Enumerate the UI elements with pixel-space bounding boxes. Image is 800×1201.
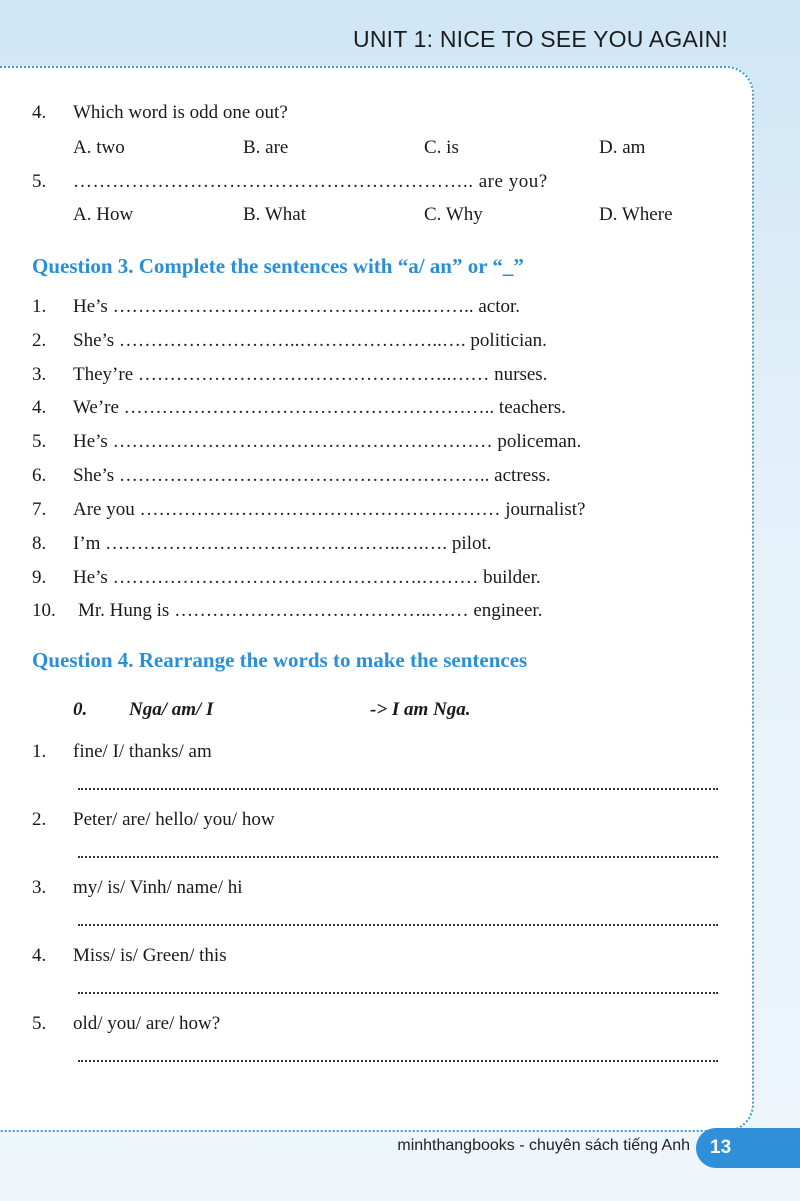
q2-option-d: D. Where xyxy=(599,204,673,225)
q4-item-words: Miss/ is/ Green/ this xyxy=(73,945,227,966)
q4-item-number: 3. xyxy=(32,877,47,898)
q4-item-words: my/ is/ Vinh/ name/ hi xyxy=(73,877,243,898)
q4-example-number: 0. xyxy=(73,699,88,720)
q3-item-text: He’s …………………………………………………… policeman. xyxy=(73,431,582,452)
q3-item-number: 10. xyxy=(32,600,56,621)
question-3-heading: Question 3. Complete the sentences with “a/ an” or “_” xyxy=(32,254,524,278)
q4-example-answer: -> I am Nga. xyxy=(370,699,471,720)
answer-line[interactable] xyxy=(78,788,718,790)
q3-item-text: She’s ………………………..…………………..…. politician. xyxy=(73,330,547,351)
q3-item-number: 8. xyxy=(32,533,47,554)
page-number-badge xyxy=(696,1128,800,1168)
q2-option-c: C. Why xyxy=(424,204,483,225)
q3-item-number: 9. xyxy=(32,567,47,588)
q2-option-a: A. two xyxy=(73,137,125,158)
q3-item-number: 7. xyxy=(32,499,47,520)
q4-item-number: 2. xyxy=(32,809,47,830)
unit-title: UNIT 1: NICE TO SEE YOU AGAIN! xyxy=(353,26,728,52)
q3-item-number: 5. xyxy=(32,431,47,452)
q3-item-number: 2. xyxy=(32,330,47,351)
q4-item-words: fine/ I/ thanks/ am xyxy=(73,741,212,762)
q2-item-number: 4. xyxy=(32,102,47,123)
q2-item-number: 5. xyxy=(32,171,47,192)
publisher-footer: minhthangbooks - chuyên sách tiếng Anh xyxy=(397,1137,690,1154)
q3-item-number: 4. xyxy=(32,397,47,418)
q3-item-text: She’s ………………………………………………….. actress. xyxy=(73,465,551,486)
q3-item-number: 6. xyxy=(32,465,47,486)
q3-item-text: Mr. Hung is …………………………………..…… engineer. xyxy=(78,600,543,621)
q2-option-c: C. is xyxy=(424,137,459,158)
q3-item-text: Are you ………………………………………………… journalist? xyxy=(73,499,586,520)
answer-line[interactable] xyxy=(78,856,718,858)
q3-item-number: 3. xyxy=(32,364,47,385)
q3-item-text: They’re …………………………………………..…… nurses. xyxy=(73,364,548,385)
q4-item-words: Peter/ are/ hello/ you/ how xyxy=(73,809,275,830)
q4-item-number: 4. xyxy=(32,945,47,966)
q3-item-text: We’re ………………………………………………….. teachers. xyxy=(73,397,566,418)
q4-item-number: 5. xyxy=(32,1013,47,1034)
answer-line[interactable] xyxy=(78,1060,718,1062)
page-number: 13 xyxy=(710,1137,732,1158)
q3-item-text: He’s …………………………………………..…….. actor. xyxy=(73,296,521,317)
q3-item-number: 1. xyxy=(32,296,47,317)
q3-item-text: He’s ………………………………………….……… builder. xyxy=(73,567,541,588)
q2-option-a: A. How xyxy=(73,204,134,225)
question-4-heading: Question 4. Rearrange the words to make the sentences xyxy=(32,648,528,672)
q4-item-number: 1. xyxy=(32,741,47,762)
q2-option-b: B. What xyxy=(243,204,306,225)
q2-item-text: …………………………………………………….. are you? xyxy=(73,171,548,192)
q2-item-text: Which word is odd one out? xyxy=(73,102,288,123)
answer-line[interactable] xyxy=(78,924,718,926)
answer-line[interactable] xyxy=(78,992,718,994)
q2-option-d: D. am xyxy=(599,137,646,158)
q4-item-words: old/ you/ are/ how? xyxy=(73,1013,221,1034)
q2-option-b: B. are xyxy=(243,137,289,158)
q4-example-words: Nga/ am/ I xyxy=(129,699,214,720)
q3-item-text: I’m ………………………………………..….…. pilot. xyxy=(73,533,492,554)
